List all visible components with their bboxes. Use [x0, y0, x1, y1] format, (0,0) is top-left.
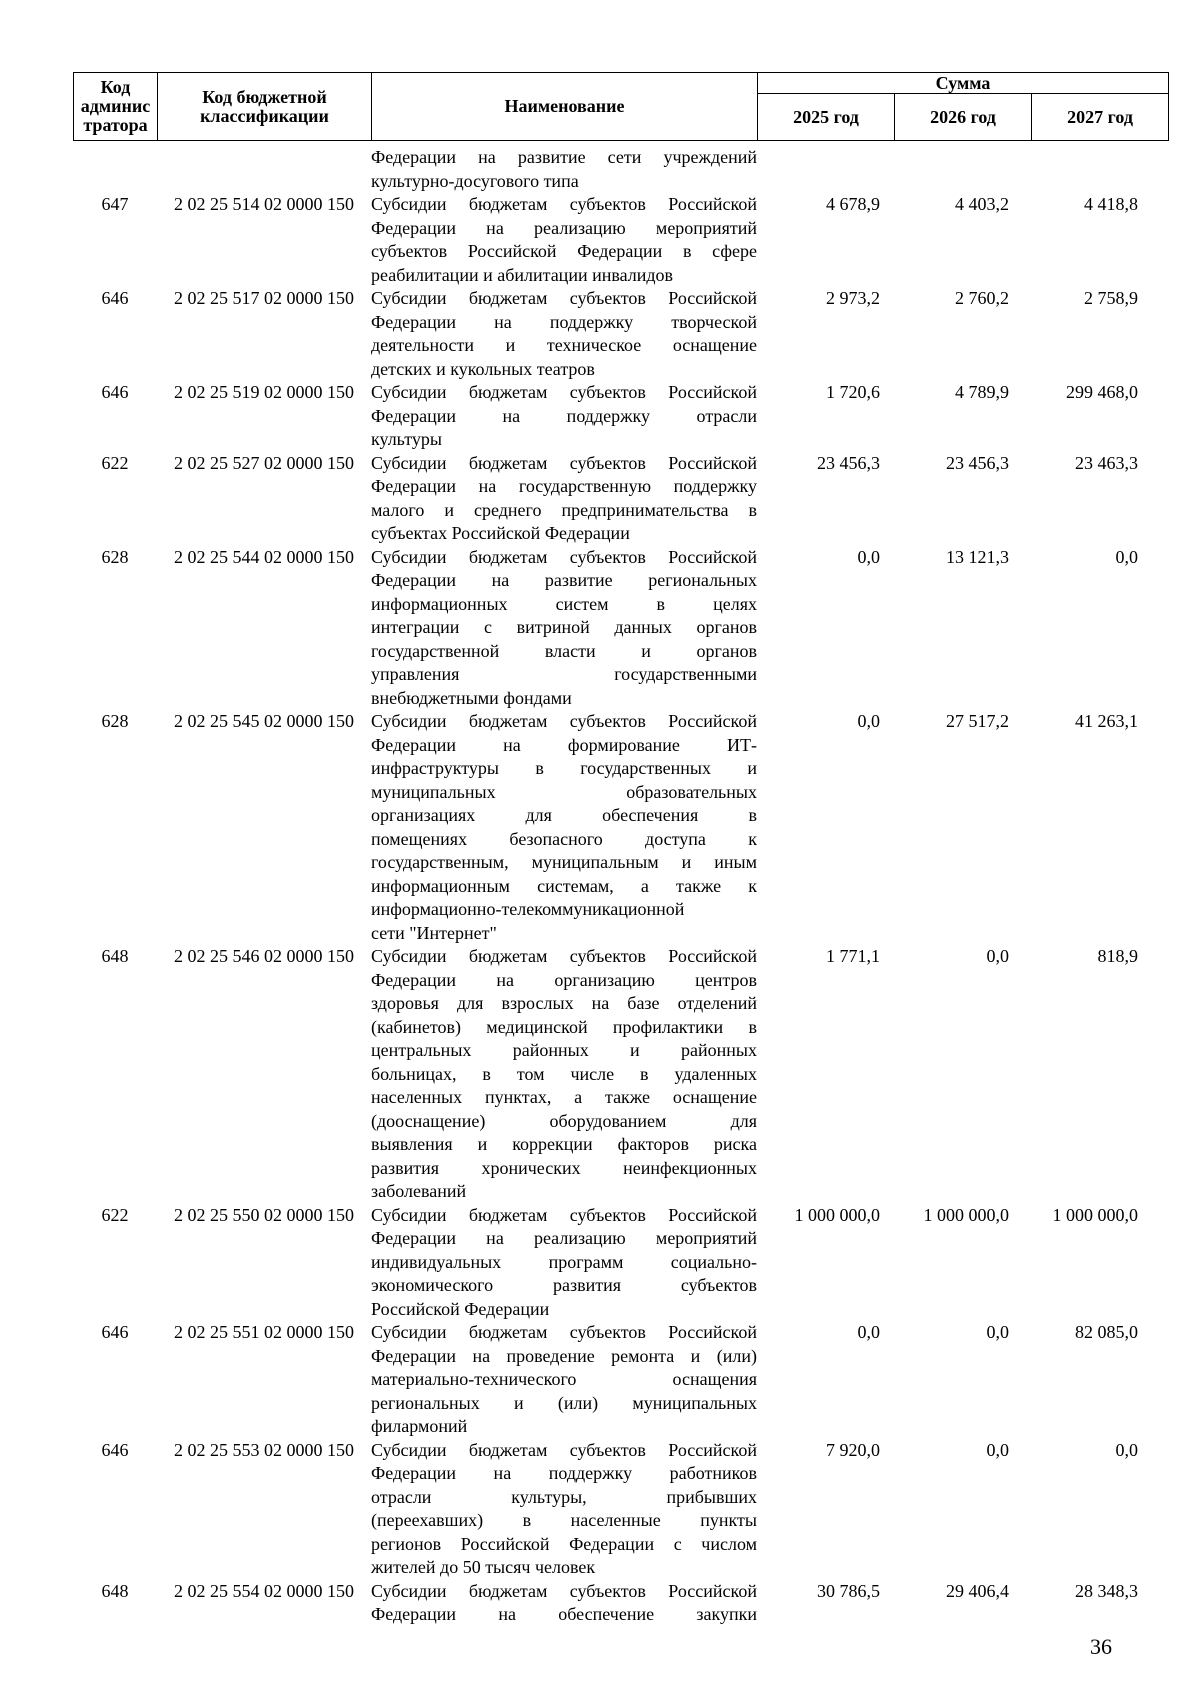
amount-2025-cell: 1 720,6: [826, 382, 880, 402]
name-cell: [371, 1439, 757, 1580]
header-year-2025: 2025 год: [758, 94, 895, 141]
header-budget-code: Код бюджетной классификации: [158, 73, 372, 141]
amount-2025-cell: 1 771,1: [826, 946, 880, 966]
name-line: Субсидии бюджетам субъектов Российской: [371, 711, 757, 731]
table-row: [73, 1580, 1168, 1627]
amount-2025-cell: 23 456,3: [817, 452, 880, 473]
name-line: информационно-телекоммуникационной: [371, 899, 685, 919]
amount-2027-cell: 0,0: [1115, 1439, 1138, 1460]
name-line: Федерации на обеспечение закупки: [371, 1604, 757, 1624]
budget-code-cell: 2 02 25 514 02 0000 150: [174, 194, 354, 214]
table-row: [73, 146, 1168, 193]
name-line: материально-технического оснащения: [371, 1369, 757, 1389]
amount-2025-cell: 4 678,9: [826, 194, 880, 214]
budget-code-cell: 2 02 25 544 02 0000 150: [174, 546, 354, 567]
budget-code-cell: 2 02 25 551 02 0000 150: [174, 1322, 354, 1342]
admin-code-cell: 647: [101, 194, 129, 214]
header-year-2026: 2026 год: [895, 94, 1032, 141]
name-line: Субсидии бюджетам субъектов Российской: [371, 546, 757, 567]
name-cell: [371, 146, 757, 193]
name-line: организациях для обеспечения в: [371, 805, 757, 825]
budget-code-cell: 2 02 25 553 02 0000 150: [174, 1439, 354, 1460]
name-line: государственным, муниципальным и иным: [371, 852, 757, 872]
name-line: здоровья для взрослых на базе отделений: [371, 993, 757, 1013]
table-row: [73, 1439, 1168, 1580]
amount-2025-cell: 30 786,5: [817, 1580, 880, 1601]
table-row: [73, 452, 1168, 546]
amount-2026-cell: 4 789,9: [955, 382, 1009, 402]
amount-2025-cell: 2 973,2: [826, 288, 880, 308]
name-line: внебюджетными фондами: [371, 687, 572, 708]
amount-2026-cell: 0,0: [986, 1322, 1009, 1342]
amount-2027-cell: 299 468,0: [1066, 382, 1138, 402]
admin-code-cell: 646: [101, 382, 129, 402]
budget-code-cell: 2 02 25 546 02 0000 150: [174, 946, 354, 966]
name-line: субъектах Российской Федерации: [371, 523, 630, 543]
name-line: малого и среднего предпринимательства в: [371, 499, 757, 520]
name-line: Субсидии бюджетам субъектов Российской: [371, 1322, 757, 1342]
admin-code-cell: 628: [101, 711, 129, 731]
header-year-2027: 2027 год: [1032, 94, 1169, 141]
table-body: [73, 146, 1168, 1627]
admin-code-cell: 648: [101, 946, 129, 966]
budget-code-cell: 2 02 25 554 02 0000 150: [174, 1580, 354, 1601]
header-sum: Сумма: [758, 73, 1169, 94]
table-row: [73, 1204, 1168, 1322]
name-line: Федерации на организацию центров: [371, 969, 757, 990]
table-row: [73, 287, 1168, 381]
amount-2027-cell: 818,9: [1097, 946, 1138, 966]
name-line: Субсидии бюджетам субъектов Российской: [371, 382, 757, 402]
name-cell: [371, 1204, 757, 1322]
name-line: Федерации на поддержку творческой: [371, 311, 757, 332]
amount-2027-cell: 82 085,0: [1075, 1322, 1138, 1342]
name-line: филармоний: [371, 1416, 468, 1436]
name-line: Федерации на реализацию мероприятий: [371, 1228, 757, 1248]
amount-2025-cell: 7 920,0: [826, 1439, 880, 1460]
amount-2026-cell: 0,0: [986, 1439, 1009, 1460]
amount-2025-cell: 1 000 000,0: [794, 1204, 880, 1225]
name-line: субъектов Российской Федерации в сфере: [371, 241, 757, 261]
amount-2026-cell: 13 121,3: [946, 546, 1009, 567]
amount-2026-cell: 2 760,2: [955, 288, 1009, 308]
amount-2027-cell: 2 758,9: [1084, 288, 1138, 308]
name-line: Субсидии бюджетам субъектов Российской: [371, 946, 757, 966]
table-header: [73, 72, 1169, 141]
budget-code-cell: 2 02 25 527 02 0000 150: [174, 452, 354, 473]
name-cell: [371, 193, 757, 287]
name-line: Федерации на реализацию мероприятий: [371, 217, 757, 238]
name-line: Субсидии бюджетам субъектов Российской: [371, 1580, 757, 1601]
budget-code-cell: 2 02 25 550 02 0000 150: [174, 1204, 354, 1225]
name-line: отрасли культуры, прибывших: [371, 1486, 757, 1507]
name-line: (кабинетов) медицинской профилактики в: [371, 1016, 757, 1037]
budget-code-cell: 2 02 25 519 02 0000 150: [174, 382, 354, 402]
name-line: жителей до 50 тысяч человек: [371, 1557, 596, 1577]
header-name: Наименование: [372, 73, 758, 141]
name-line: Федерации на развитие региональных: [371, 570, 757, 590]
amount-2027-cell: 4 418,8: [1084, 194, 1138, 214]
name-line: информационным системам, а также к: [371, 875, 757, 896]
table-row: [73, 381, 1168, 452]
name-line: развития хронических неинфекционных: [371, 1157, 757, 1178]
name-line: Федерации на развитие сети учреждений: [371, 147, 757, 167]
name-line: Субсидии бюджетам субъектов Российской: [371, 1204, 757, 1225]
amount-2026-cell: 0,0: [986, 946, 1009, 966]
name-line: Субсидии бюджетам субъектов Российской: [371, 288, 757, 308]
name-line: муниципальных образовательных: [371, 781, 757, 802]
admin-code-cell: 646: [101, 288, 129, 308]
name-line: Федерации на формирование ИТ-: [371, 734, 757, 755]
admin-code-cell: 622: [101, 452, 129, 473]
amount-2026-cell: 4 403,2: [955, 194, 1009, 214]
name-line: выявления и коррекции факторов риска: [371, 1134, 757, 1154]
name-line: государственной власти и органов: [371, 640, 757, 661]
amount-2026-cell: 1 000 000,0: [923, 1204, 1009, 1225]
name-line: культуры: [371, 429, 442, 449]
name-cell: [371, 710, 757, 945]
amount-2026-cell: 23 456,3: [946, 452, 1009, 473]
table-row: [73, 945, 1168, 1204]
amount-2027-cell: 1 000 000,0: [1052, 1204, 1138, 1225]
name-line: Федерации на государственную поддержку: [371, 476, 757, 496]
name-line: Российской Федерации: [371, 1298, 550, 1319]
amount-2027-cell: 41 263,1: [1075, 711, 1138, 731]
name-line: культурно-досугового типа: [371, 170, 579, 191]
budget-code-cell: 2 02 25 545 02 0000 150: [174, 711, 354, 731]
name-cell: [371, 381, 757, 452]
amount-2025-cell: 0,0: [857, 1322, 880, 1342]
name-line: управления государственными: [371, 664, 757, 684]
name-line: инфраструктуры в государственных и: [371, 758, 757, 778]
amount-2027-cell: 28 348,3: [1075, 1580, 1138, 1601]
name-line: (переехавших) в населенные пункты: [371, 1510, 757, 1530]
name-cell: [371, 452, 757, 546]
amount-2027-cell: 23 463,3: [1075, 452, 1138, 473]
budget-code-cell: 2 02 25 517 02 0000 150: [174, 288, 354, 308]
name-line: экономического развития субъектов: [371, 1275, 757, 1295]
table-row: [73, 710, 1168, 945]
name-line: информационных систем в целях: [371, 593, 757, 614]
name-line: (дооснащение) оборудованием для: [371, 1110, 757, 1131]
name-cell: [371, 1321, 757, 1439]
name-line: помещениях безопасного доступа к: [371, 828, 757, 849]
amount-2025-cell: 0,0: [857, 711, 880, 731]
name-line: региональных и (или) муниципальных: [371, 1392, 757, 1413]
amount-2025-cell: 0,0: [857, 546, 880, 567]
name-line: Федерации на поддержку отрасли: [371, 405, 757, 426]
table-row: [73, 1321, 1168, 1439]
admin-code-cell: 648: [101, 1580, 129, 1601]
name-line: регионов Российской Федерации с числом: [371, 1533, 757, 1554]
table-row: [73, 193, 1168, 287]
header-admin-code: Код админис тратора: [74, 73, 158, 141]
name-line: Субсидии бюджетам субъектов Российской: [371, 194, 757, 214]
name-cell: [371, 546, 757, 711]
amount-2026-cell: 27 517,2: [946, 711, 1009, 731]
name-line: реабилитации и абилитации инвалидов: [371, 264, 674, 285]
name-line: центральных районных и районных: [371, 1040, 757, 1060]
name-line: Субсидии бюджетам субъектов Российской: [371, 1439, 757, 1460]
name-line: интеграции с витриной данных органов: [371, 617, 757, 637]
name-line: населенных пунктах, а также оснащение: [371, 1087, 757, 1107]
admin-code-cell: 622: [101, 1204, 129, 1225]
name-cell: [371, 287, 757, 381]
name-line: индивидуальных программ социально-: [371, 1251, 757, 1272]
amount-2026-cell: 29 406,4: [946, 1580, 1009, 1601]
admin-code-cell: 646: [101, 1439, 129, 1460]
name-line: сети "Интернет": [371, 922, 497, 943]
name-line: больницах, в том числе в удаленных: [371, 1063, 757, 1084]
page-number: 36: [1090, 1634, 1112, 1659]
name-line: Федерации на проведение ремонта и (или): [371, 1345, 757, 1366]
name-line: заболеваний: [371, 1181, 467, 1201]
admin-code-cell: 628: [101, 546, 129, 567]
name-line: Субсидии бюджетам субъектов Российской: [371, 452, 757, 473]
amount-2027-cell: 0,0: [1115, 546, 1138, 567]
name-cell: [371, 945, 757, 1204]
admin-code-cell: 646: [101, 1322, 129, 1342]
name-line: деятельности и техническое оснащение: [371, 335, 757, 355]
name-line: Федерации на поддержку работников: [371, 1463, 757, 1483]
name-line: детских и кукольных театров: [371, 358, 595, 379]
table-row: [73, 546, 1168, 711]
name-cell: [371, 1580, 757, 1627]
